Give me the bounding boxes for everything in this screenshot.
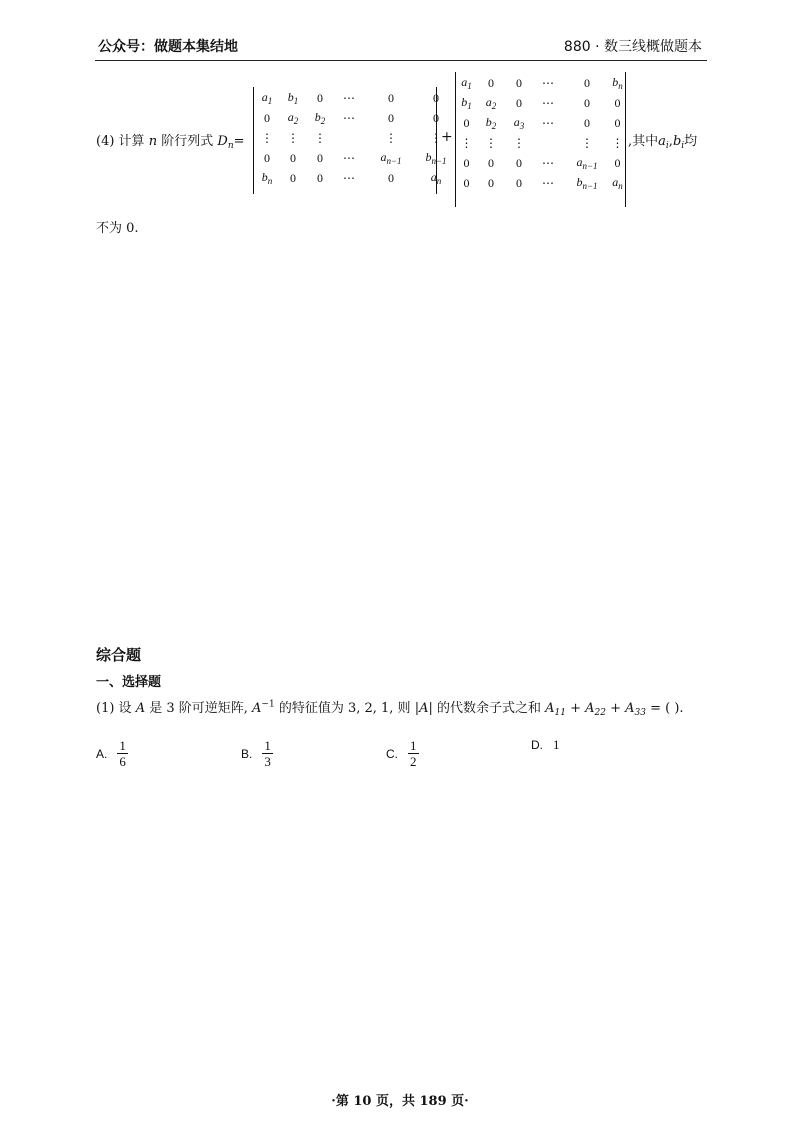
problem4-tail-end: 均 — [684, 134, 698, 149]
problem4-line2: 不为 0. — [96, 221, 139, 236]
matrix1-cell — [256, 148, 278, 168]
matrix2-cell — [532, 93, 564, 113]
matrix2-row — [457, 73, 625, 93]
option-c[interactable] — [386, 738, 419, 769]
matrix1-cell — [308, 168, 332, 188]
matrix1-cell — [256, 128, 278, 148]
question1-text — [96, 697, 684, 718]
matrix2-cell — [610, 153, 625, 173]
matrix2-entry: a — [576, 155, 583, 169]
matrix1-entry: 0 — [290, 170, 296, 185]
option-a[interactable] — [96, 738, 128, 769]
matrix2-entry: b — [612, 75, 619, 89]
matrix2-entry: 0 — [488, 175, 494, 190]
matrix1-entry: ⋮ — [287, 130, 299, 145]
matrix2-entry: ⋮ — [460, 135, 473, 150]
matrix1-entry: 0 — [317, 170, 323, 185]
matrix1-entry: ⋮ — [314, 130, 326, 145]
matrix2-entry: ⋮ — [611, 135, 624, 150]
matrix2-cell — [532, 133, 564, 153]
matrix1-row — [256, 128, 456, 148]
q1-part: | 的代数余子式之和 — [428, 701, 546, 716]
matrix2-row — [457, 153, 625, 173]
matrix1-cell — [278, 128, 308, 148]
matrix1-entry: ⋯ — [343, 110, 355, 125]
matrix2-entry-subscript: 2 — [491, 101, 497, 111]
matrix2-entry-subscript: n — [618, 81, 623, 91]
matrix1-cell — [308, 108, 332, 128]
option-b[interactable] — [241, 738, 273, 769]
matrix1-left-bar — [253, 87, 254, 194]
matrix1-entry: 0 — [264, 110, 270, 125]
q1-A: A — [135, 701, 146, 716]
matrix1-entry: 0 — [433, 90, 439, 105]
q1-plus: + — [605, 701, 626, 716]
matrix1-entry: 0 — [433, 110, 439, 125]
matrix1-entry: ⋯ — [343, 150, 355, 165]
matrix1-row — [256, 168, 456, 188]
problem4-a-sub: i — [665, 141, 669, 151]
option-c-letter: C. — [386, 746, 398, 761]
matrix1-entry: 0 — [388, 90, 394, 105]
section-title: 综合题 — [96, 646, 142, 664]
matrix2-cell — [610, 173, 625, 193]
matrix1-cell — [308, 88, 332, 108]
matrix2-cell — [457, 93, 476, 113]
problem4-tail-comma: ,其中 — [628, 134, 659, 149]
matrix2-entry: 0 — [584, 75, 590, 90]
matrix2-cell — [564, 133, 610, 153]
problem4-prefix: (4) 计算 — [96, 134, 145, 149]
matrix2-entry: 0 — [463, 175, 470, 190]
problem4-b: b — [672, 134, 682, 149]
matrix1-cell — [366, 128, 416, 148]
matrix2-entry-subscript: 3 — [519, 121, 525, 131]
matrix1 — [256, 88, 456, 188]
matrix2-entry: a — [513, 115, 520, 129]
matrix1-entry: a — [261, 90, 268, 104]
matrix2-cell — [610, 133, 625, 153]
matrix2-cell — [506, 133, 532, 153]
matrix2-entry: a — [461, 75, 468, 89]
section-subtitle: 一、选择题 — [96, 675, 162, 690]
matrix2-cell — [564, 73, 610, 93]
q1-A22-sub: 22 — [594, 708, 606, 718]
matrix1-cell — [366, 148, 416, 168]
matrix2-entry: 0 — [516, 155, 522, 170]
matrix2-entry: ⋯ — [542, 115, 554, 130]
option-a-letter: A. — [96, 746, 108, 761]
problem4-D-sub: n — [227, 141, 234, 151]
option-c-denominator: 2 — [410, 754, 417, 769]
matrix1-entry: b — [425, 150, 432, 164]
matrix2-entry: 0 — [614, 115, 621, 130]
matrix2-left-bar — [455, 72, 456, 207]
matrix2-cell — [564, 153, 610, 173]
q1-part: 的特征值为 3, 2, 1, 则 | — [274, 701, 420, 716]
matrix2-entry: 0 — [516, 75, 522, 90]
matrix1-cell — [256, 108, 278, 128]
matrix1-entry-subscript: 2 — [320, 116, 326, 126]
q1-plus: + — [565, 701, 586, 716]
matrix1-entry-subscript: n — [267, 176, 273, 186]
option-b-denominator: 3 — [264, 754, 271, 769]
matrix1-entry: 0 — [317, 150, 323, 165]
matrix1-cell — [308, 148, 332, 168]
matrix1-cell — [332, 128, 366, 148]
matrix2-entry: b — [485, 115, 492, 129]
matrix2-entry: ⋮ — [513, 135, 525, 150]
matrix1-cell — [278, 88, 308, 108]
option-d-letter: D. — [531, 738, 543, 752]
matrix2-right-bar — [625, 72, 626, 207]
matrix2-cell — [457, 113, 476, 133]
matrix1-entry: b — [287, 90, 294, 104]
matrix2-entry: ⋮ — [581, 135, 593, 150]
matrix1-entry-subscript: n−1 — [386, 156, 402, 166]
q1-part: 是 3 阶可逆矩阵, — [145, 701, 253, 716]
matrix1-entry: 0 — [388, 170, 394, 185]
matrix1-cell — [332, 168, 366, 188]
q1-A22: A — [585, 701, 595, 716]
matrix2-row — [457, 93, 625, 113]
option-d[interactable] — [531, 737, 560, 753]
matrix2-entry-subscript: n−1 — [582, 181, 598, 191]
matrix2-cell — [506, 73, 532, 93]
matrix1-entry: 0 — [317, 90, 323, 105]
matrix2-cell — [564, 173, 610, 193]
q1-part: = ( ). — [646, 701, 684, 716]
matrix1-entry-subscript: 1 — [267, 96, 273, 106]
matrix1-entry: ⋯ — [343, 90, 355, 105]
matrix2-cell — [476, 173, 506, 193]
matrix2-entry-subscript: n−1 — [582, 161, 598, 171]
matrix2-cell — [476, 73, 506, 93]
matrix1-entry-subscript: n−1 — [431, 156, 447, 166]
matrix2-cell — [506, 113, 532, 133]
matrix2-entry: ⋯ — [542, 175, 554, 190]
option-d-value: 1 — [553, 737, 560, 752]
matrix1-cell — [332, 108, 366, 128]
matrix2-row — [457, 133, 625, 153]
matrix2-cell — [564, 113, 610, 133]
matrix2 — [457, 73, 625, 193]
matrix1-entry: a — [287, 110, 294, 124]
matrix2-entry: 0 — [516, 175, 522, 190]
matrix2-entry: 0 — [463, 155, 470, 170]
option-a-numerator: 1 — [119, 738, 126, 753]
matrix1-cell — [366, 168, 416, 188]
matrix2-row — [457, 113, 625, 133]
matrix2-cell — [476, 133, 506, 153]
problem4-b-sub: i — [681, 141, 685, 151]
matrix1-cell — [308, 128, 332, 148]
matrix2-entry: 0 — [488, 155, 494, 170]
problem4-sep: , — [668, 134, 673, 149]
matrix2-entry-subscript: 2 — [491, 121, 497, 131]
matrix2-cell — [476, 153, 506, 173]
matrix2-cell — [457, 133, 476, 153]
matrix2-cell — [506, 93, 532, 113]
matrix2-entry: 0 — [584, 95, 590, 110]
matrix1-row — [256, 88, 456, 108]
matrix1-cell — [256, 168, 278, 188]
matrix1-entry: a — [430, 170, 437, 184]
matrix2-entry: 0 — [463, 115, 470, 130]
matrix1-cell — [256, 88, 278, 108]
matrix1-right-bar — [436, 87, 437, 194]
matrix2-entry: 0 — [614, 95, 621, 110]
matrix1-cell — [278, 168, 308, 188]
header-right-text: 880 · 数三线概做题本 — [563, 39, 702, 55]
matrix1-cell — [332, 148, 366, 168]
matrix1-entry-subscript: 2 — [293, 116, 299, 126]
matrix1-row — [256, 108, 456, 128]
option-b-fraction — [262, 738, 273, 769]
matrix2-cell — [476, 93, 506, 113]
matrix2-cell — [564, 93, 610, 113]
matrix2-entry: ⋯ — [542, 155, 554, 170]
problem4-label — [96, 130, 245, 151]
matrix1-entry: ⋮ — [385, 130, 397, 145]
matrix2-cell — [506, 153, 532, 173]
problem4-middle: 阶行列式 — [161, 134, 214, 149]
page-footer: ·第 10 页，共 189 页· — [331, 1094, 469, 1109]
problem4-D: D — [217, 134, 228, 149]
matrix1-entry-subscript: n — [436, 176, 442, 186]
option-a-denominator: 6 — [119, 754, 126, 769]
matrix2-cell — [610, 73, 625, 93]
matrix1-entry: b — [314, 110, 321, 124]
matrix1-entry: 0 — [388, 110, 394, 125]
page-header — [95, 36, 707, 61]
matrix1-row — [256, 148, 456, 168]
q1-inv-sup: −1 — [261, 699, 275, 710]
problem4-a: a — [658, 134, 666, 149]
matrix1-cell — [366, 88, 416, 108]
matrix1-entry-subscript: 1 — [293, 96, 299, 106]
matrix2-cell — [457, 153, 476, 173]
q1-A11: A — [545, 701, 555, 716]
matrix2-entry-subscript: n — [618, 181, 623, 191]
matrix2-entry: ⋮ — [485, 135, 497, 150]
matrix2-cell — [610, 113, 625, 133]
matrix2-entry: b — [461, 95, 468, 109]
q1-A11-sub: 11 — [554, 708, 566, 718]
matrix2-entry: ⋯ — [542, 75, 554, 90]
problem4-n: n — [148, 134, 158, 149]
option-c-numerator: 1 — [410, 738, 417, 753]
matrix2-entry: 0 — [488, 75, 494, 90]
matrix2-cell — [532, 153, 564, 173]
matrix2-cell — [457, 173, 476, 193]
matrix2-entry-subscript: 1 — [467, 101, 472, 111]
q1-A-inv: A — [252, 701, 262, 716]
matrix1-entry: 0 — [264, 150, 270, 165]
matrix1-entry: 0 — [290, 150, 296, 165]
problem4-tail — [628, 130, 697, 151]
matrix2-entry: 0 — [584, 115, 590, 130]
matrix1-entry: a — [380, 150, 387, 164]
matrix2-row — [457, 173, 625, 193]
option-b-numerator: 1 — [264, 738, 271, 753]
matrix1-entry: b — [261, 170, 268, 184]
matrix1-cell — [366, 108, 416, 128]
header-left-text: 公众号：做题本集结地 — [98, 39, 238, 55]
matrix2-cell — [476, 113, 506, 133]
matrix1-entry: ⋮ — [261, 130, 273, 145]
matrix1-cell — [278, 108, 308, 128]
matrix1-entry: ⋮ — [430, 130, 442, 145]
q1-part: (1) 设 — [96, 701, 136, 716]
problem4-eq: = — [233, 134, 245, 149]
matrix2-entry: ⋯ — [542, 95, 554, 110]
option-b-letter: B. — [241, 746, 253, 761]
matrix2-entry: 0 — [516, 95, 522, 110]
matrix2-entry: a — [485, 95, 492, 109]
matrix2-cell — [532, 113, 564, 133]
matrix2-entry: a — [612, 175, 619, 189]
matrix1-cell — [332, 88, 366, 108]
matrix2-entry: b — [576, 175, 583, 189]
plus-sign: + — [441, 129, 453, 145]
matrix1-entry: ⋯ — [343, 170, 355, 185]
matrix2-cell — [610, 93, 625, 113]
matrix2-entry: 0 — [614, 155, 621, 170]
matrix1-cell — [278, 148, 308, 168]
q1-A-det: A — [419, 701, 429, 716]
matrix2-entry-subscript: 1 — [467, 81, 472, 91]
option-a-fraction — [117, 738, 128, 769]
q1-A33-sub: 33 — [634, 708, 646, 718]
option-c-fraction — [408, 738, 419, 769]
matrix2-cell — [532, 73, 564, 93]
matrix2-cell — [457, 73, 476, 93]
matrix2-cell — [506, 173, 532, 193]
matrix2-cell — [532, 173, 564, 193]
q1-A33: A — [625, 701, 635, 716]
